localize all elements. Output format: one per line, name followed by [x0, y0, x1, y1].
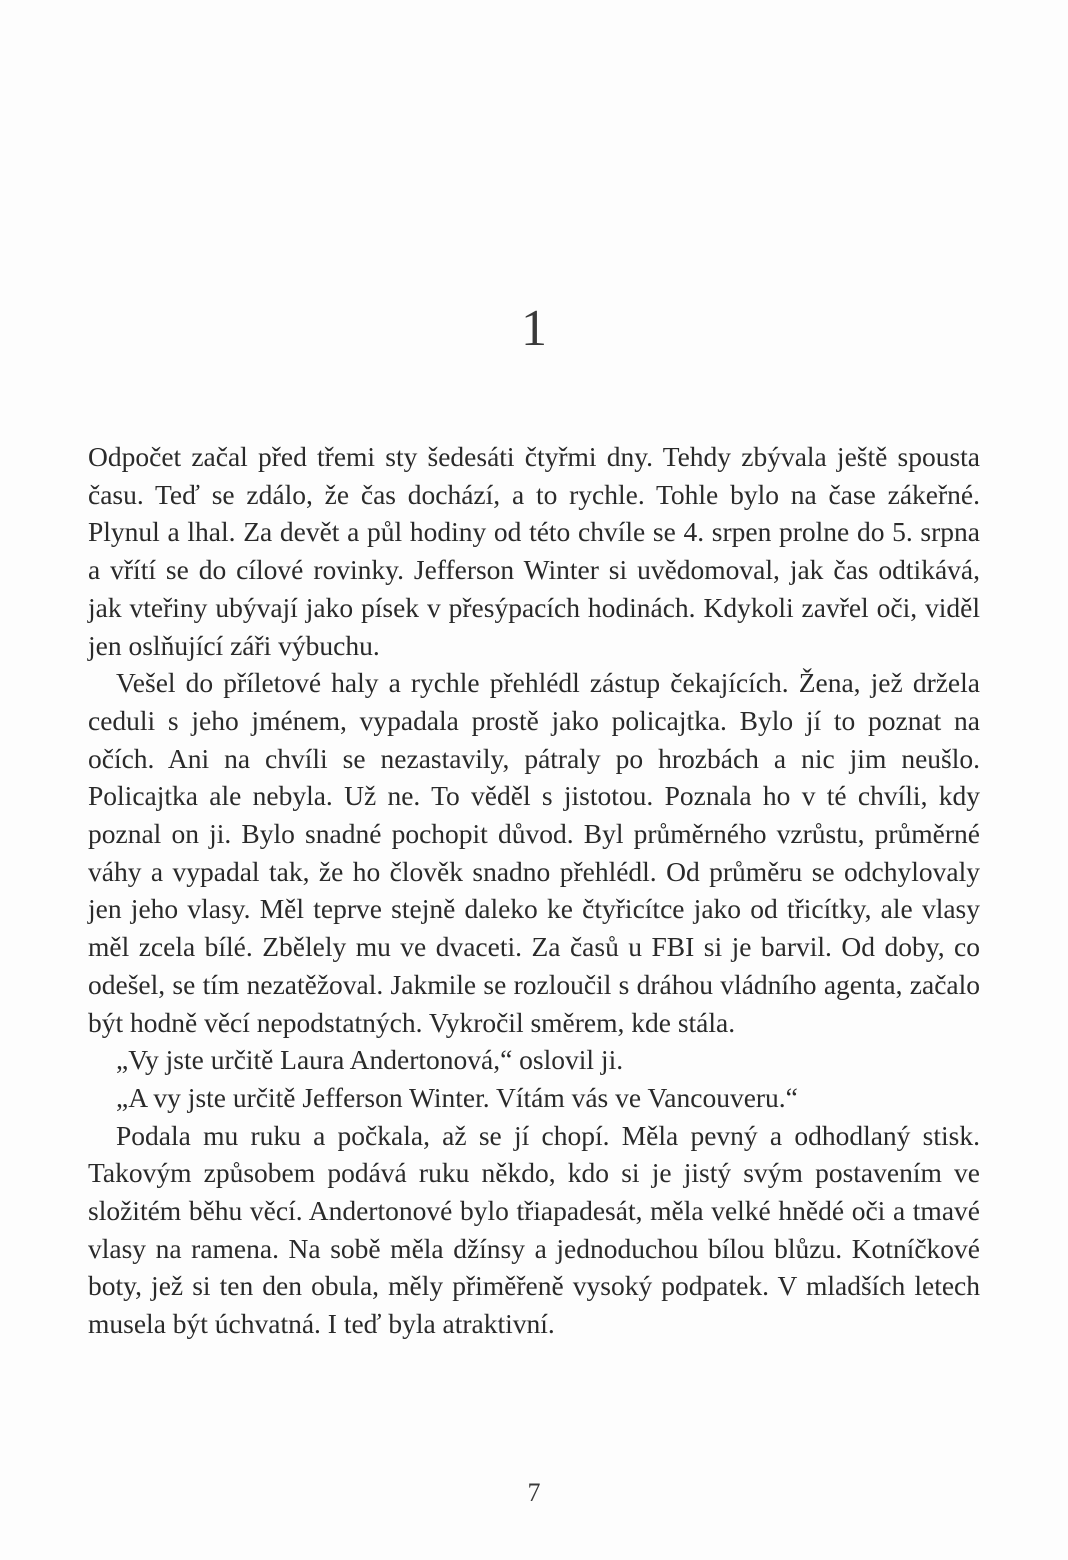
paragraph-5: Podala mu ruku a počkala, až se jí chopí. Měla pevný a odhodlaný stisk. Takovým způsobem podává ruku někdo, kdo si je jistý svým postavením ve složitém běhu věcí. Andertonové bylo třiapadesát, měla velké hnědé oči a tmavé vlasy na ramena. Na sobě měla džínsy a jednoduchou bílou blůzu. Kotníčkové boty, jež si ten den obula, měly přiměřeně vysoký podpatek. V mladších letech musela být úchvatná. I teď byla atraktivní.: [88, 1119, 980, 1340]
paragraph-1: Odpočet začal před třemi sty šedesáti čtyřmi dny. Tehdy zbývala ještě spousta času. Teď se zdálo, že čas dochází, a to rychle. Tohle bylo na čase zákeřné. Plynul a lhal. Za devět a půl hodiny od této chvíle se 4. srpen prolne do 5. srpna a vřítí se do cílové rovinky. Jefferson Winter si uvědomoval, jak čas odtikává, jak vteřiny ubývají jako písek v přesýpacích hodinách. Kdykoli zavřel oči, viděl jen oslňující záři výbuchu.: [88, 441, 980, 661]
chapter-body: [88, 438, 980, 1343]
page-number: 7: [527, 1478, 541, 1507]
dialogue-line-1: „Vy jste určitě Laura Andertonová,“ oslovil ji.: [116, 1044, 624, 1076]
dialogue-line-2: „A vy jste určitě Jefferson Winter. Vítám vás ve Vancouveru.“: [116, 1081, 798, 1113]
paragraph-2: Vešel do příletové haly a rychle přehlédl zástup čekajících. Žena, jež držela ceduli s jeho jménem, vypadala prostě jako policajtka. Bylo jí to poznat na očích. Ani na chvíli se nezastavily, pátraly po hrozbách a nic jim neušlo. Policajtka ale nebyla. Už ne. To věděl s jistotou. Poznala ho v té chvíli, kdy poznal on ji. Bylo snadné pochopit důvod. Byl průměrného vzrůstu, průměrné váhy a vypadal tak, že ho člověk snadno přehlédl. Od průměru se odchylovaly jen jeho vlasy. Měl teprve stejně daleko ke čtyřicítce jako od třicítky, ale vlasy měl zcela bílé. Zbělely mu ve dvaceti. Za časů u FBI si je barvil. Od doby, co odešel, se tím nezatěžoval. Jakmile se rozloučil s dráhou vládního agenta, začalo být hodně věcí nepodstatných. Vykročil směrem, kde stála.: [88, 667, 980, 1038]
chapter-number: 1: [521, 300, 547, 357]
